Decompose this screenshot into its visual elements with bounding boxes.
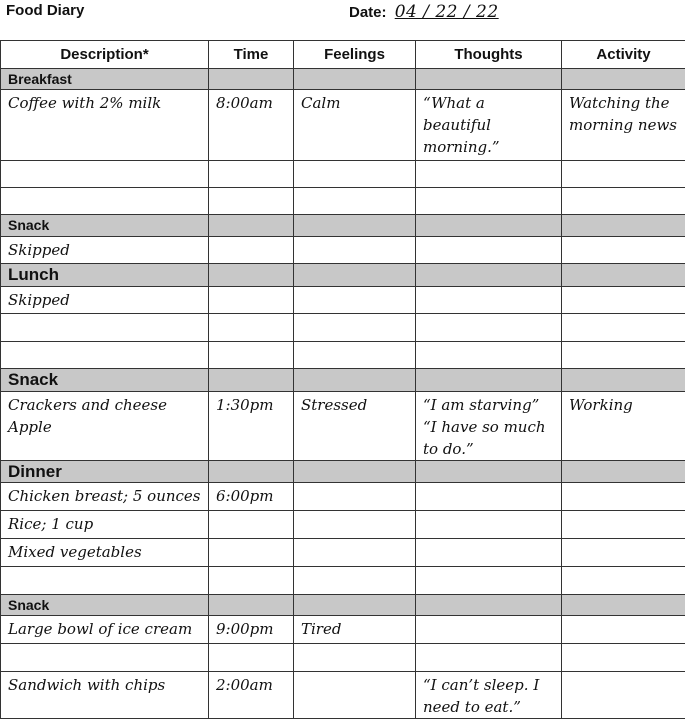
time-cell (209, 90, 294, 161)
table-row (1, 616, 685, 644)
time-text: 8:00am (216, 94, 273, 112)
section-row-lunch (1, 264, 685, 287)
description-text: Rice; 1 cup (8, 515, 94, 533)
description-text: Skipped (8, 291, 70, 309)
section-row-breakfast (1, 69, 685, 90)
table-row (1, 237, 685, 264)
column-header-time: Time (209, 41, 294, 69)
table-row (1, 511, 685, 539)
thoughts-text: “What a beautiful morning.” (423, 94, 500, 156)
feelings-text: Stressed (301, 396, 368, 414)
table-row (1, 161, 685, 188)
description-text: Large bowl of ice cream (8, 620, 193, 638)
time-text: 2:00am (216, 676, 273, 694)
activity-text: Working (569, 396, 633, 414)
description-text: Sandwich with chips (8, 676, 166, 694)
description-text: Mixed vegetables (8, 543, 142, 561)
feelings-text: Calm (301, 94, 341, 112)
date-label: Date: (349, 4, 387, 21)
description-cell (1, 392, 209, 461)
column-header-description: Description* (1, 41, 209, 69)
table-row (1, 483, 685, 511)
feelings-text: Tired (301, 620, 342, 638)
description-text: Coffee with 2% milk (8, 94, 162, 112)
section-row-snack (1, 215, 685, 237)
description-cell (1, 90, 209, 161)
column-header-activity: Activity (562, 41, 685, 69)
date-value: 04 / 22 / 22 (394, 2, 499, 22)
table-row (1, 342, 685, 369)
activity-cell (562, 90, 685, 161)
feelings-cell (294, 90, 416, 161)
activity-text: Watching the morning news (569, 94, 677, 134)
description-text: Chicken breast; 5 ounces (8, 487, 201, 505)
thoughts-cell (416, 90, 562, 161)
description-text: Crackers and cheese (8, 396, 167, 414)
description-text: Apple (8, 418, 52, 436)
table-row (1, 567, 685, 595)
thoughts-text: “I am starving” “I have so much to do.” (423, 396, 546, 458)
table-row (1, 90, 685, 161)
table-row (1, 539, 685, 567)
section-label-lunch: Lunch (1, 264, 209, 287)
section-label-snack: Snack (1, 595, 209, 616)
thoughts-text: “I can’t sleep. I need to eat.” (423, 676, 540, 716)
food-diary-table (0, 40, 685, 719)
table-row (1, 392, 685, 461)
date-field (349, 2, 499, 22)
time-text: 9:00pm (216, 620, 274, 638)
table-row (1, 314, 685, 342)
section-row-snack (1, 595, 685, 616)
table-row (1, 188, 685, 215)
section-label-dinner: Dinner (1, 461, 209, 483)
page-title: Food Diary (6, 2, 85, 19)
table-row (1, 644, 685, 672)
table-row (1, 672, 685, 719)
column-header-thoughts: Thoughts (416, 41, 562, 69)
section-row-dinner (1, 461, 685, 483)
table-header-row (1, 41, 685, 69)
section-label-snack: Snack (1, 369, 209, 392)
section-label-snack: Snack (1, 215, 209, 237)
section-row-snack (1, 369, 685, 392)
time-text: 6:00pm (216, 487, 274, 505)
table-row (1, 287, 685, 314)
time-text: 1:30pm (216, 396, 274, 414)
section-label-breakfast: Breakfast (1, 69, 209, 90)
description-text: Skipped (8, 241, 70, 259)
column-header-feelings: Feelings (294, 41, 416, 69)
